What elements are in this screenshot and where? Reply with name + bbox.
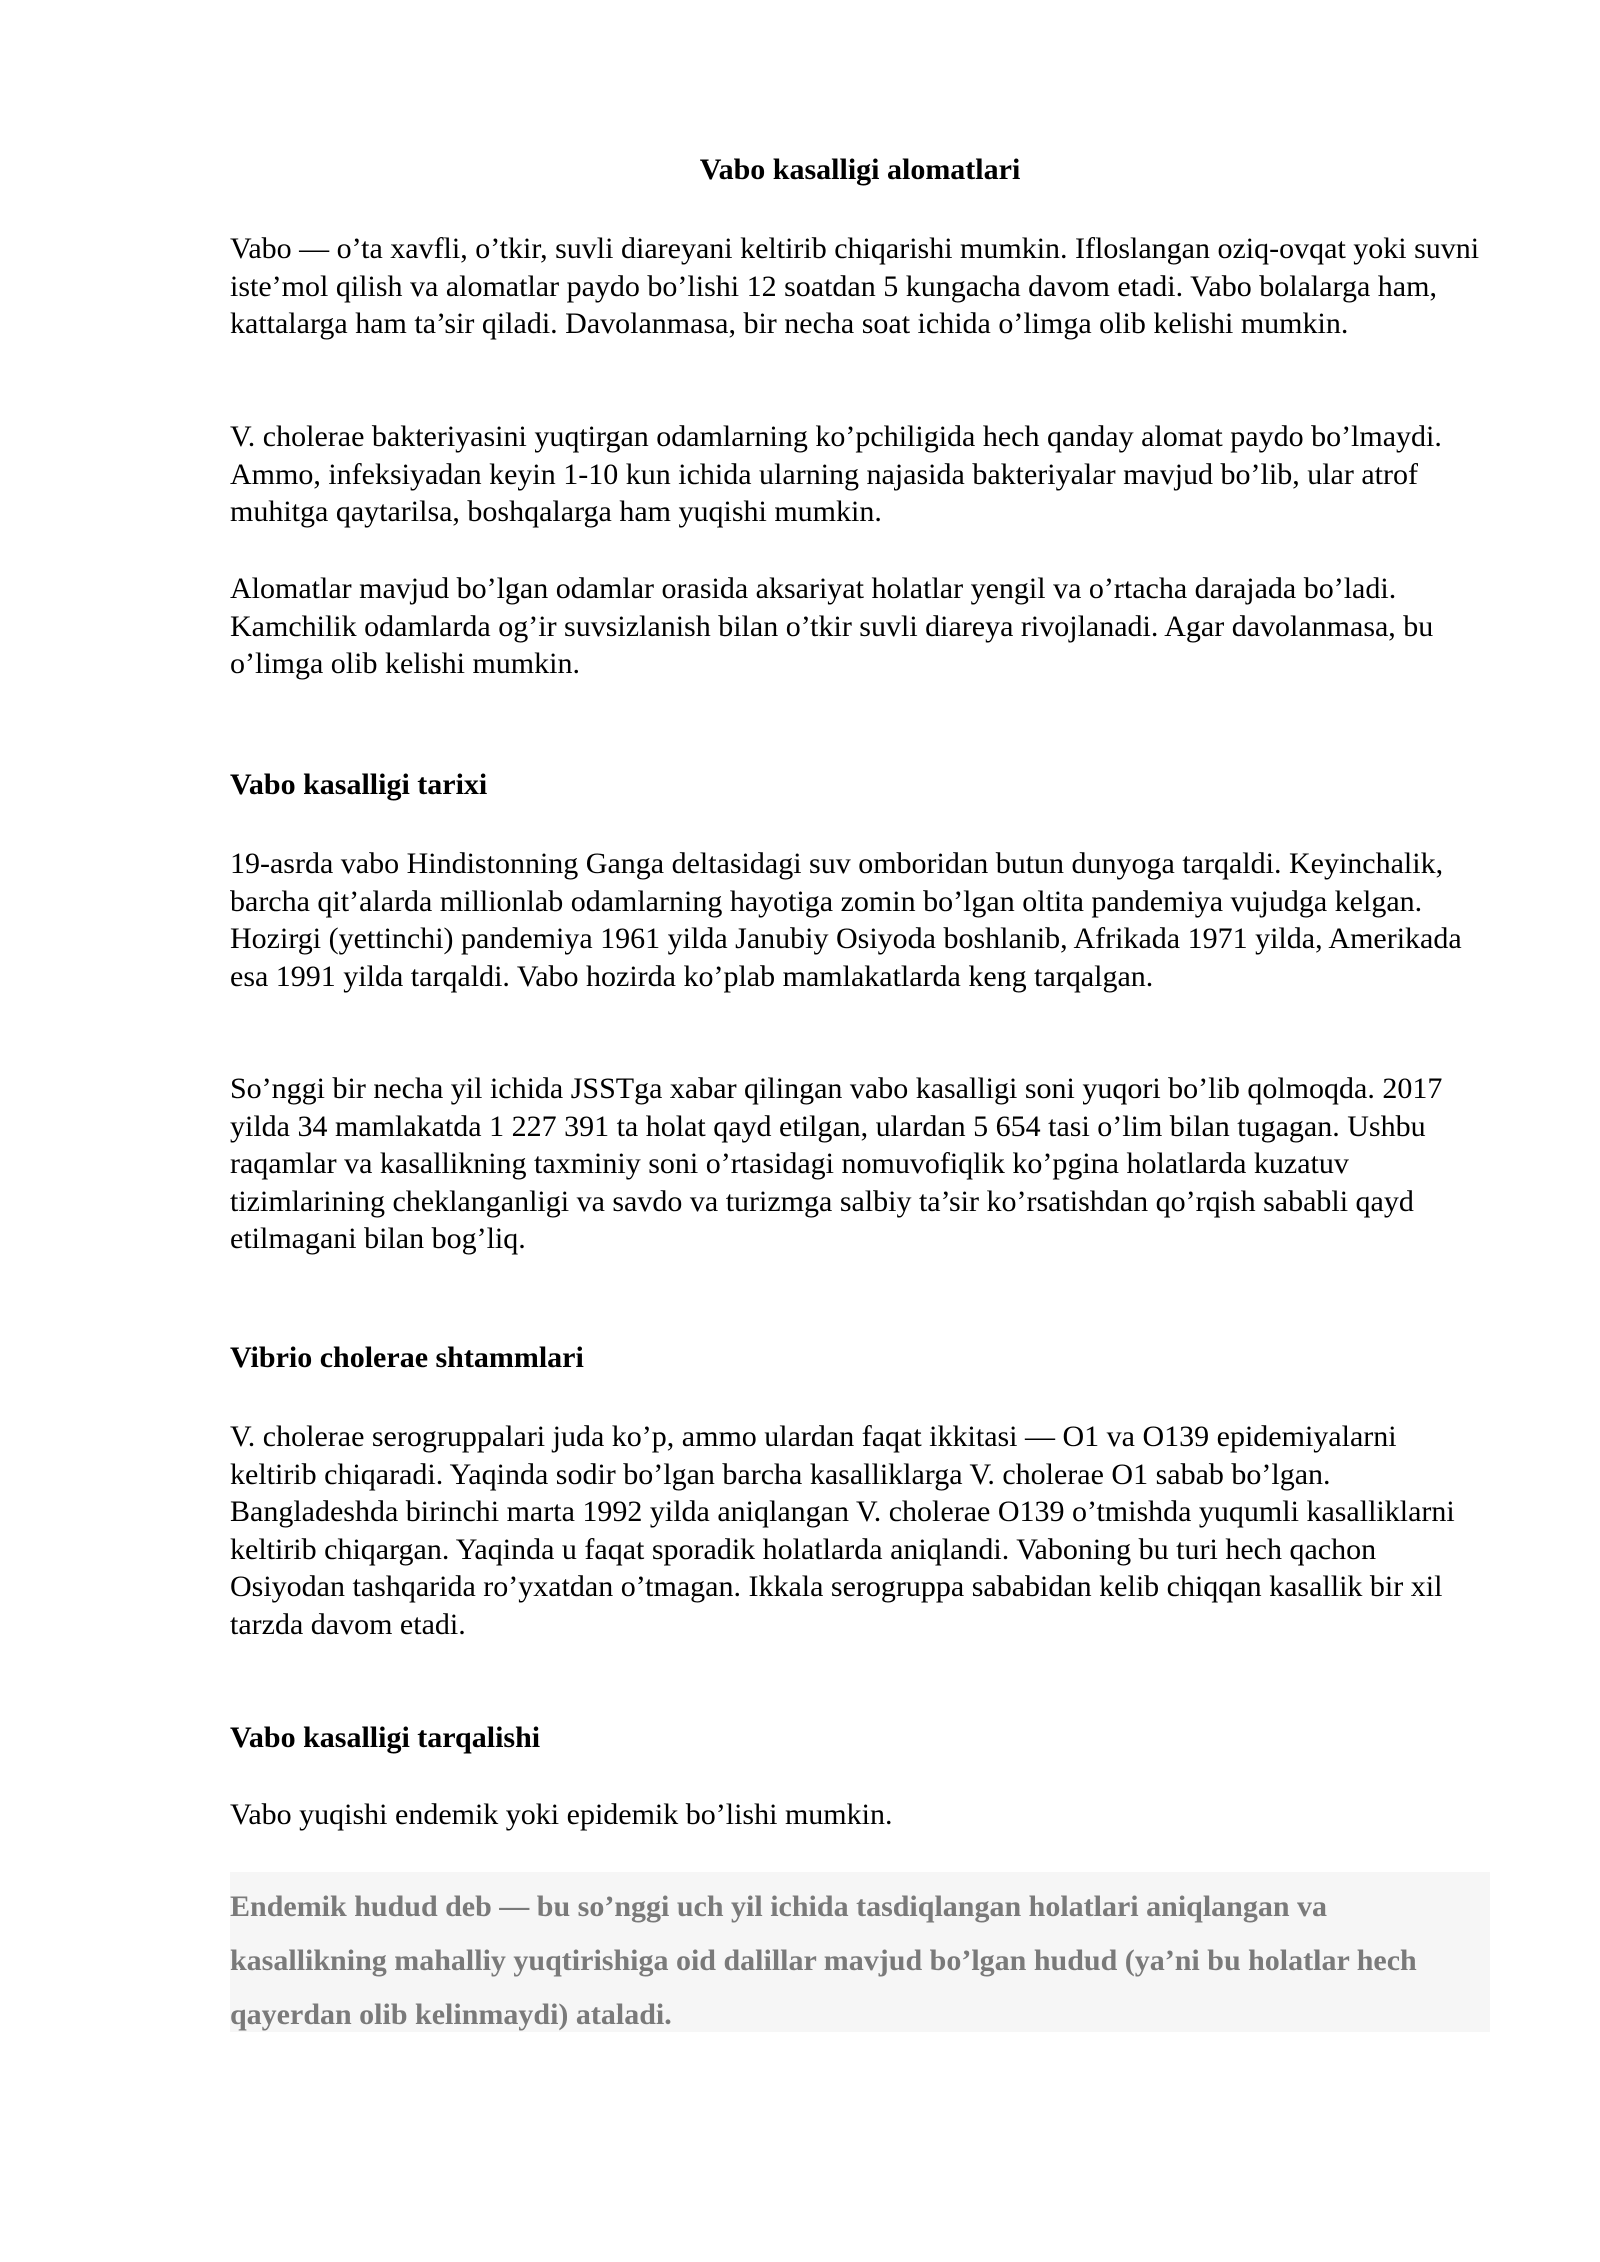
intro-paragraph-1: Vabo — o’ta xavfli, o’tkir, suvli diareyani keltirib chiqarishi mumkin. Ifloslangan oziq-ovqat yoki suvni iste’mol qilish va alomatlar paydo bo’lishi 12 soatdan 5 kungacha davom etadi. Vabo bolalarga ham, kattalarga ham ta’sir qiladi. Davolanmasa, bir necha soat ichida o’limga olib kelishi mumkin. [230, 232, 1480, 340]
intro-paragraph-3: Alomatlar mavjud bo’lgan odamlar orasida aksariyat holatlar yengil va o’rtacha darajada bo’ladi. Kamchilik odamlarda og’ir suvsizlanish bilan o’tkir suvli diareya rivojlanadi. Agar davolanmasa, bu o’limga olib kelishi mumkin. [230, 572, 1434, 680]
spread-heading: Vabo kasalligi tarqalishi [230, 1721, 541, 1754]
history-paragraph-1: 19-asrda vabo Hindistonning Ganga deltasidagi suv omboridan butun dunyoga tarqaldi. Keyinchalik, barcha qit’alarda millionlab odamlarning hayotiga zomin bo’lgan oltita pandemiya vujudga kelgan. Hozirgi (yettinchi) pandemiya 1961 yilda Janubiy Osiyoda boshlanib, Afrikada 1971 yilda, Amerikada esa 1991 yilda tarqaldi. Vabo hozirda ko’plab mamlakatlarda keng tarqalgan. [230, 847, 1462, 993]
intro-paragraph-2: V. cholerae bakteriyasini yuqtirgan odamlarning ko’pchiligida hech qanday alomat paydo bo’lmaydi. Ammo, infeksiyadan keyin 1-10 kun ichida ularning najasida bakteriyalar mavjud bo’lib, ular atrof muhitga qaytarilsa, boshqalarga ham yuqishi mumkin. [230, 420, 1442, 528]
spread-paragraph: Vabo yuqishi endemik yoki epidemik bo’lishi mumkin. [230, 1798, 893, 1831]
definition-blockquote [230, 1872, 1490, 2032]
page-title: Vabo kasalligi alomatlari [699, 153, 1021, 186]
strains-paragraph: V. cholerae serogruppalari juda ko’p, ammo ulardan faqat ikkitasi — O1 va O139 epidemiyalarni keltirib chiqaradi. Yaqinda sodir bo’lgan barcha kasalliklarga V. cholerae O1 sabab bo’lgan. Bangladeshda birinchi marta 1992 yilda aniqlangan V. cholerae O139 o’tmishda yuqumli kasalliklarni keltirib chiqargan. Yaqinda u faqat sporadik holatlarda aniqlandi. Vaboning bu turi hech qachon Osiyodan tashqarida ro’yxatdan o’tmagan. Ikkala serogruppa sababidan kelib chiqqan kasallik bir xil tarzda davom etadi. [230, 1420, 1455, 1641]
history-heading: Vabo kasalligi tarixi [230, 768, 488, 801]
definition-quote-text: Endemik hudud deb — bu so’nggi uch yil ichida tasdiqlangan holatlari aniqlangan va kasallikning mahalliy yuqtirishiga oid dalillar mavjud bo’lgan hudud (ya’ni bu holatlar hech qayerdan olib kelinmaydi) ataladi. [230, 1890, 1417, 2031]
history-paragraph-2: So’nggi bir necha yil ichida JSSTga xabar qilingan vabo kasalligi soni yuqori bo’lib qolmoqda. 2017 yilda 34 mamlakatda 1 227 391 ta holat qayd etilgan, ulardan 5 654 tasi o’lim bilan tugagan. Ushbu raqamlar va kasallikning taxminiy soni o’rtasidagi nomuvofiqlik ko’pgina holatlarda kuzatuv tizimlarining cheklanganligi va savdo va turizmga salbiy ta’sir ko’rsatishdan qo’rqish sababli qayd etilmagani bilan bog’liq. [230, 1072, 1443, 1255]
strains-heading: Vibrio cholerae shtammlari [230, 1341, 584, 1374]
